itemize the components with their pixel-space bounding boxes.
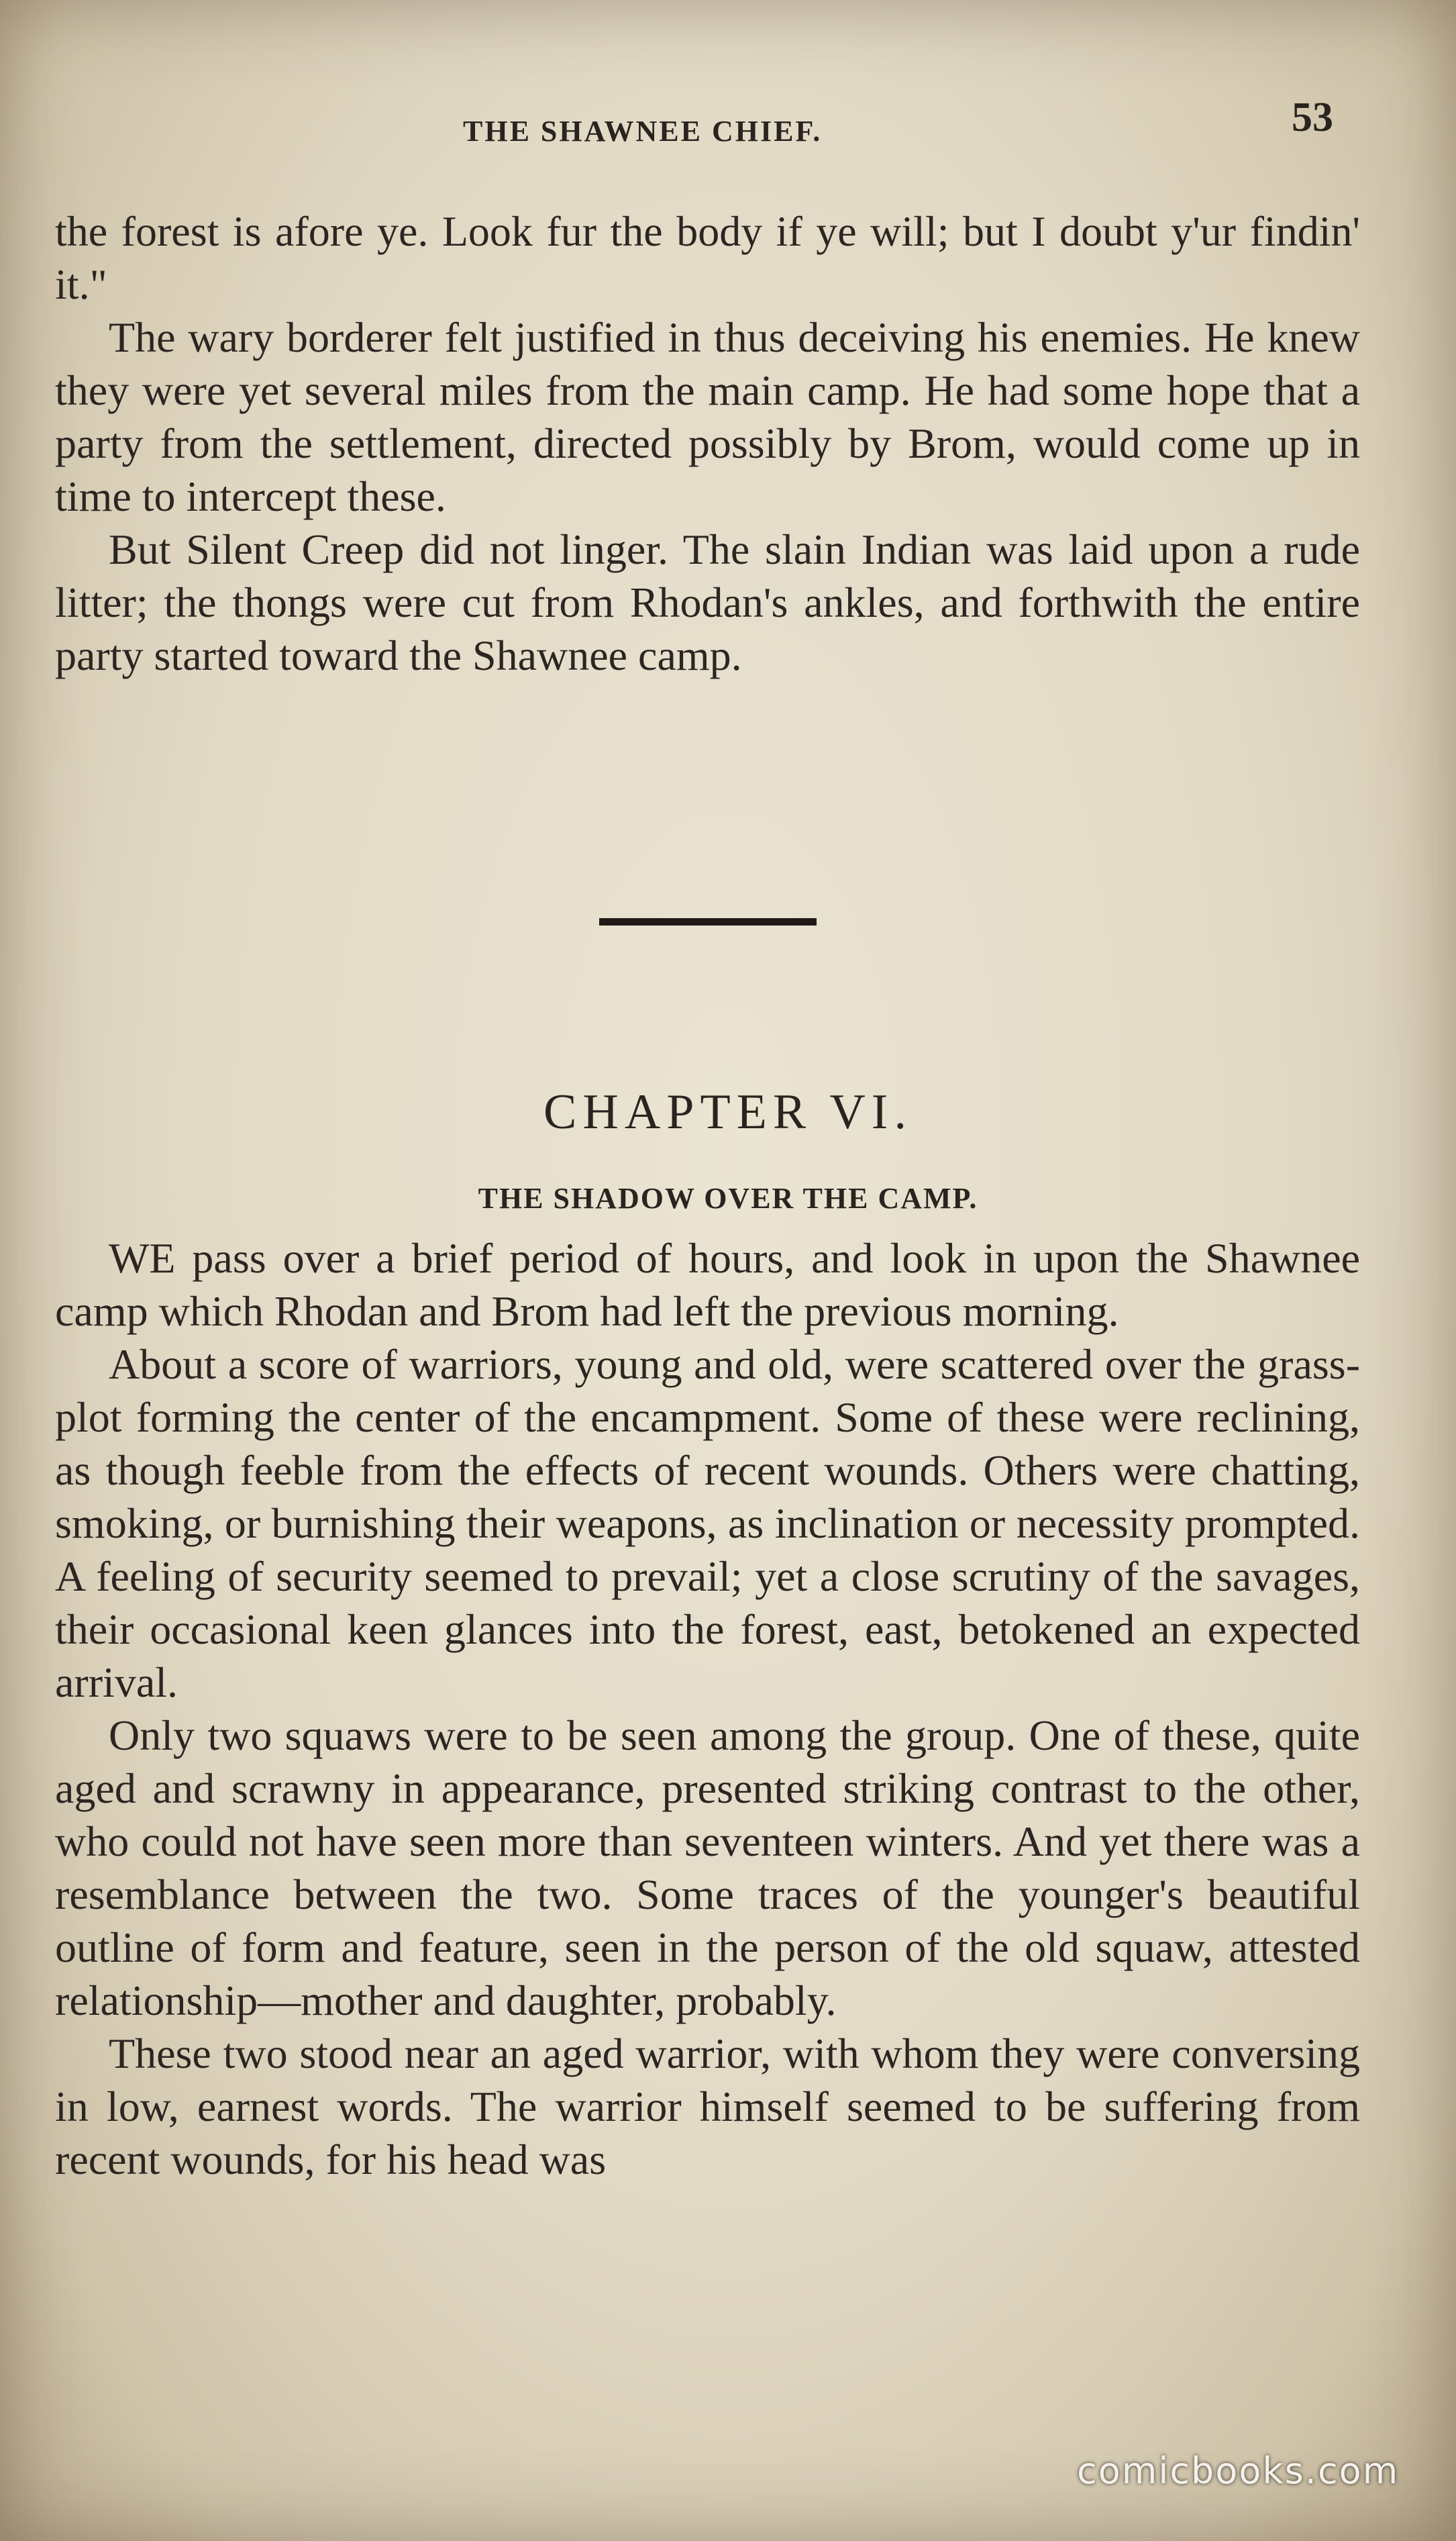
paragraph: The wary borderer felt justified in thus deceiving his enemies. He knew they were yet several miles from the main camp. He had some hope that a party from the settlement, directed possibly by Brom, would come up in time to intercept these. <box>55 313 1360 520</box>
paragraph: About a score of warriors, young and old, were scattered over the grass-plot forming the center of the encampment. Some of these were reclining, as though feeble from the effects of recent wounds. Others were chatting, smoking, or burnishing their weapons, as inclination or necessity prompted. A feeling of security seemed to prevail; yet a close scrutiny of the savages, their occasional keen glances into the forest, east, betokened an expected arrival. <box>55 1340 1360 1706</box>
page-number: 53 <box>1292 95 1333 140</box>
paragraph: But Silent Creep did not linger. The slain Indian was laid upon a rude litter; the thongs were cut from Rhodan's ankles, and forthwith the entire party started toward the Shawnee camp. <box>55 526 1360 679</box>
paragraph: Only two squaws were to be seen among the group. One of these, quite aged and scrawny in appearance, presented striking contrast to the other, who could not have seen more than seventeen winters. And yet there was a resemblance between the two. Some traces of the younger's beautiful outline of form and feature, seen in the person of the old squaw, attested relationship—mother and daughter, probably. <box>55 1711 1360 2024</box>
section-divider <box>599 918 817 926</box>
paragraph: WE pass over a brief period of hours, and look in upon the Shawnee camp which Rhodan and Brom had left the previous morning. <box>55 1234 1360 1335</box>
running-title: THE SHAWNEE CHIEF. <box>463 115 823 148</box>
continuation-text <box>55 205 1360 682</box>
chapter-title: THE SHADOW OVER THE CAMP. <box>478 1182 978 1215</box>
paragraph: These two stood near an aged warrior, with whom they were conversing in low, earnest words. The warrior himself seemed to be suffering from recent wounds, for his head was <box>55 2030 1360 2183</box>
chapter-text <box>55 1232 1360 2186</box>
watermark: comicbooks.com <box>1077 2450 1400 2492</box>
chapter-number: CHAPTER VI. <box>543 1085 913 1140</box>
paragraph: the forest is afore ye. Look fur the body if ye will; but I doubt y'ur findin' it." <box>55 207 1360 308</box>
